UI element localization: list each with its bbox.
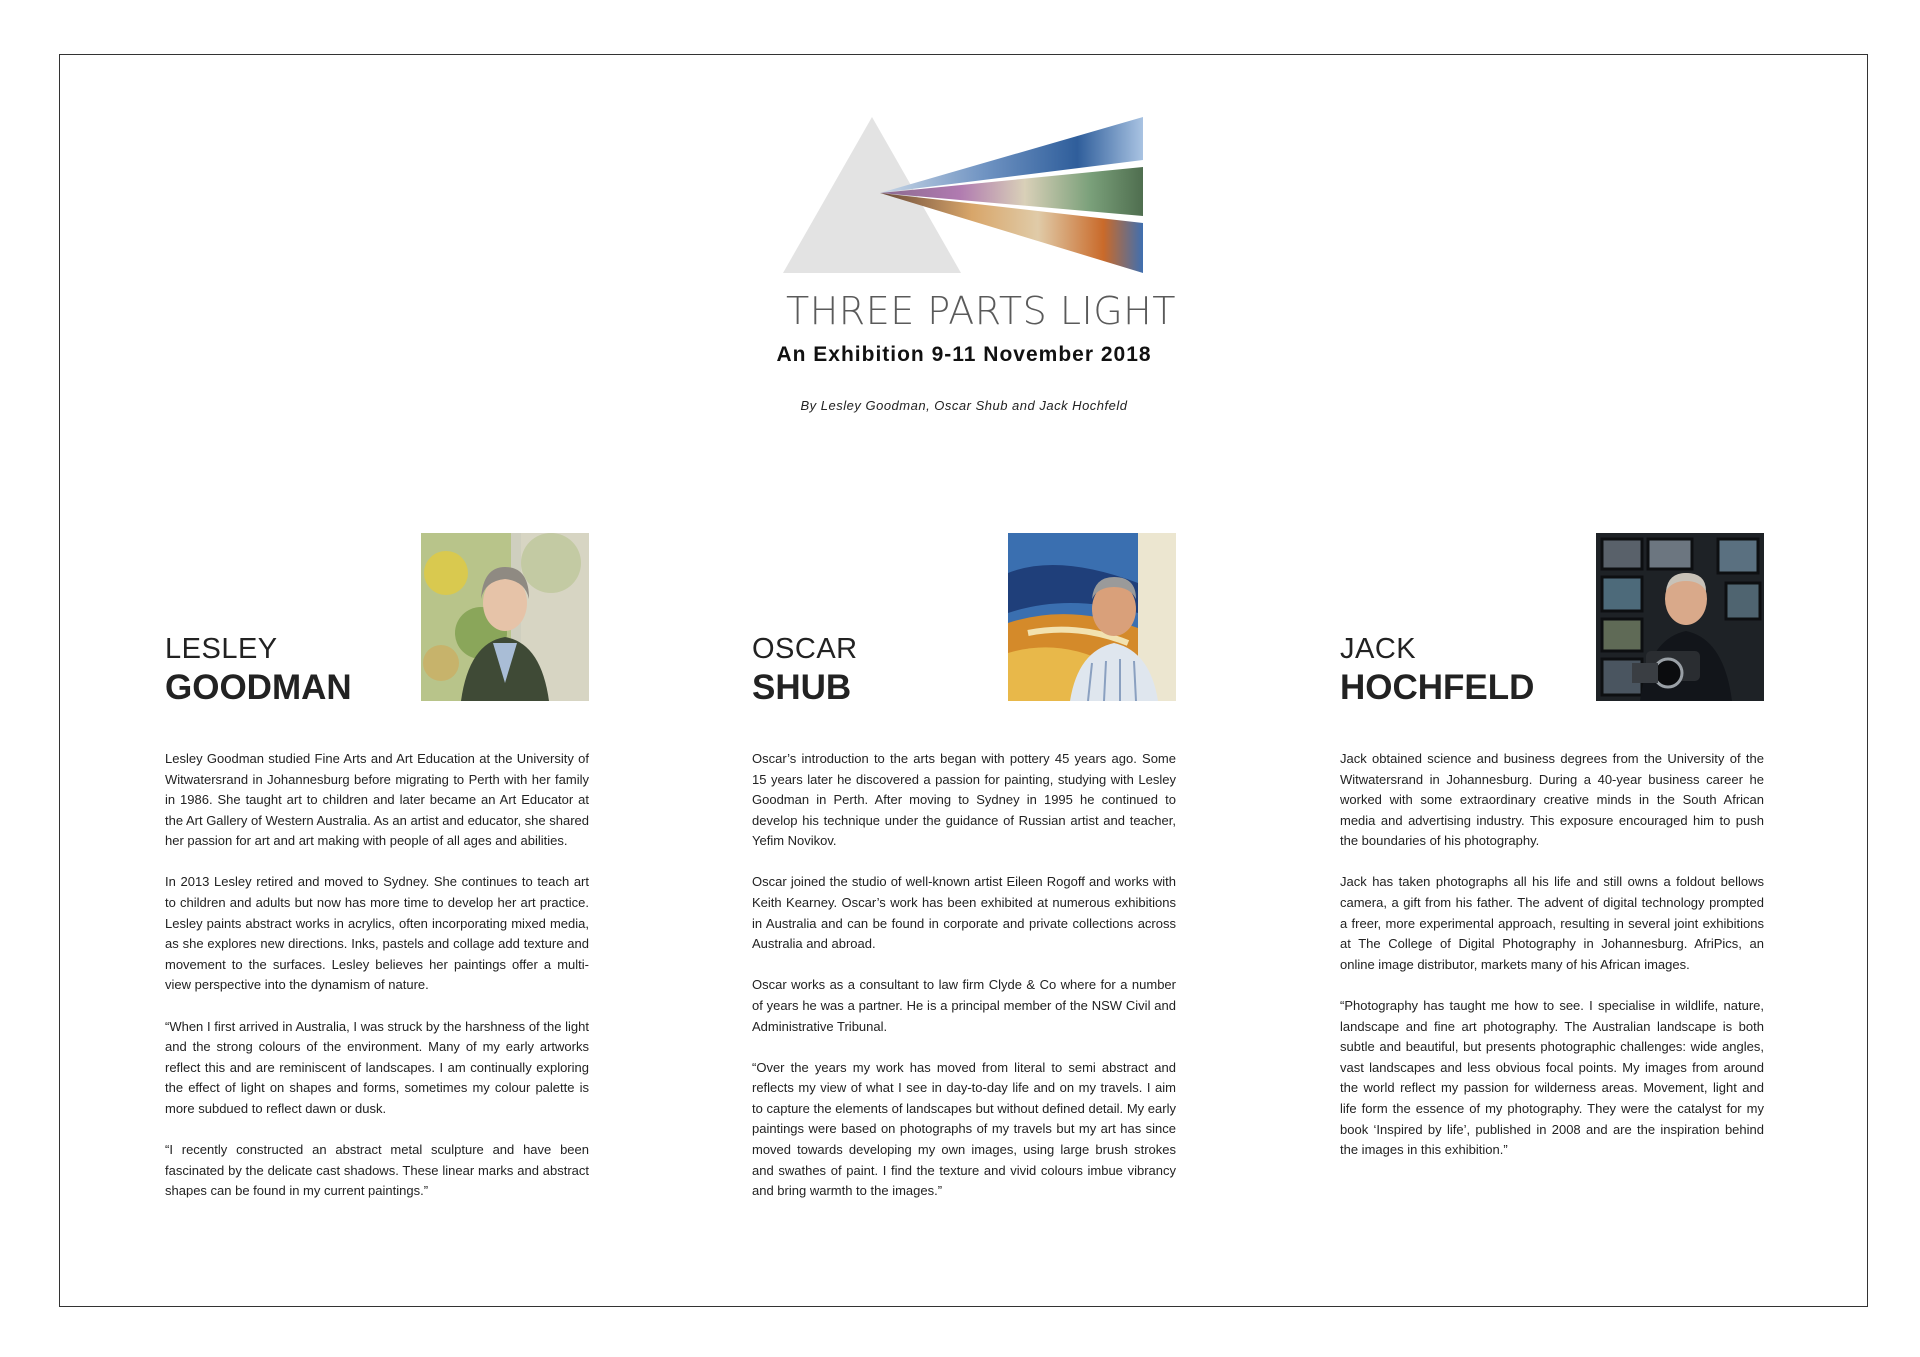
artist-bio bbox=[752, 749, 1176, 1222]
artist-photo-goodman bbox=[421, 533, 589, 701]
exhibition-dates: An Exhibition 9-11 November 2018 bbox=[776, 343, 1152, 366]
artist-first-name: OSCAR bbox=[752, 633, 858, 665]
bio-paragraph: “I recently constructed an abstract metal sculpture and have been fascinated by the delicate cast shadows. These linear marks and abstract shapes can be found in my current paintings.” bbox=[165, 1142, 589, 1199]
artist-photo-hochfeld bbox=[1596, 533, 1764, 701]
exhibition-byline: By Lesley Goodman, Oscar Shub and Jack Hochfeld bbox=[800, 398, 1128, 413]
bio-paragraph: In 2013 Lesley retired and moved to Sydney. She continues to teach art to children and adults but now has more time to develop her art practice. Lesley paints abstract works in acrylics, often incorporating mixed media, as she explores new directions. Inks, pastels and collage add texture and movement to the surfaces. Lesley believes her paintings offer a multi-view perspective into the dynamism of nature. bbox=[165, 874, 589, 993]
bio-paragraph: Jack obtained science and business degrees from the University of the Witwatersrand in Johannesburg. During a 40-year business career he worked with some extraordinary creative minds in the South African media and advertising industry. This exposure encouraged him to push the boundaries of his photography. bbox=[1340, 751, 1764, 849]
bio-paragraph: “Over the years my work has moved from literal to semi abstract and reflects my view of what I see in day-to-day life and on my travels. I aim to capture the elements of landscapes but without defined detail. My early paintings were based on photographs of my travels but my art has since moved towards developing my own images, using large brush strokes and swathes of paint. I find the texture and vivid colours imbue vibrancy and bring warmth to the images.” bbox=[752, 1059, 1176, 1199]
bio-paragraph: “When I first arrived in Australia, I was struck by the harshness of the light and the strong colours of the environment. Many of my early artworks reflect this and are reminiscent of landscapes. I am continually exploring the effect of light on shapes and forms, sometimes my colour palette is more subdued to reflect dawn or dusk. bbox=[165, 1018, 589, 1116]
bio-paragraph: Oscar’s introduction to the arts began with pottery 45 years ago. Some 15 years later he discovered a passion for painting, studying with Lesley Goodman in Perth. After moving to Sydney in 1995 he continued to develop his technique under the guidance of Russian artist and teacher, Yefim Novikov. bbox=[752, 751, 1176, 849]
bio-paragraph: Lesley Goodman studied Fine Arts and Art Education at the University of Witwatersrand in Johannesburg before migrating to Perth with her family in 1986. She taught art to children and later became an Art Educator at the Art Gallery of Western Australia. As an artist and educator, she shared her passion for art and art making with people of all ages and abilities. bbox=[165, 751, 589, 849]
artist-last-name: HOCHFELD bbox=[1340, 668, 1535, 707]
bio-paragraph: Oscar works as a consultant to law firm Clyde & Co where for a number of years he was a partner. He is a principal member of the NSW Civil and Administrative Tribunal. bbox=[752, 977, 1176, 1034]
artist-first-name: JACK bbox=[1340, 633, 1417, 665]
three-parts-light-logo bbox=[783, 117, 1143, 273]
exhibition-title: THREE PARTS LIGHT bbox=[786, 289, 1176, 333]
artist-last-name: SHUB bbox=[752, 668, 852, 707]
artist-bio bbox=[165, 749, 589, 1222]
bio-paragraph: Jack has taken photographs all his life and still owns a foldout bellows camera, a gift from his father. The advent of digital technology prompted a freer, more experimental approach, resulting in several joint exhibitions at The College of Digital Photography in Johannesburg. AfriPics, an online image distributor, markets many of his African images. bbox=[1340, 874, 1764, 972]
artist-photo-shub bbox=[1008, 533, 1176, 701]
artist-bio bbox=[1340, 749, 1764, 1181]
artist-first-name: LESLEY bbox=[165, 633, 278, 665]
bio-paragraph: Oscar joined the studio of well-known artist Eileen Rogoff and works with Keith Kearney. Oscar’s work has been exhibited at numerous exhibitions in Australia and can be found in corporate and private collections across Australia and abroad. bbox=[752, 874, 1176, 952]
artist-last-name: GOODMAN bbox=[165, 668, 352, 707]
bio-paragraph: “Photography has taught me how to see. I specialise in wildlife, nature, landscape and fine art photography. The Australian landscape is both subtle and beautiful, but presents photographic challenges: wide angles, vast landscapes and less obvious focal points. My images from around the world reflect my passion for wilderness areas. Movement, light and life form the essence of my photography. They were the catalyst for my book ‘Inspired by life’, published in 2008 and are the inspiration behind the images in this exhibition.” bbox=[1340, 997, 1764, 1158]
